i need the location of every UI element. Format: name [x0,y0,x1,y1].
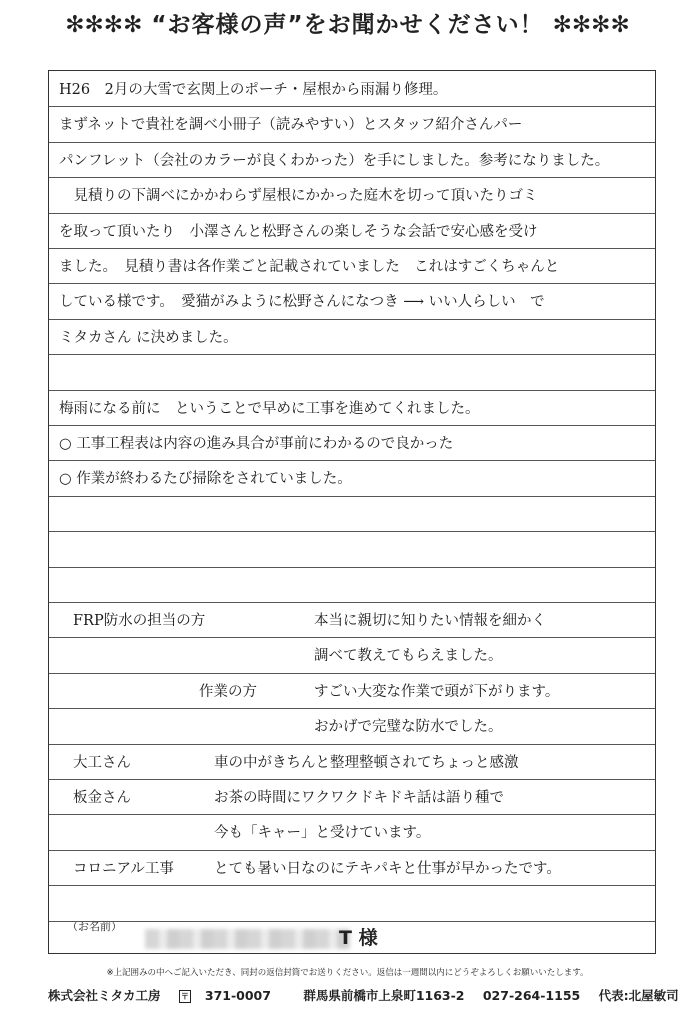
footnote: ※上記囲みの中へご記入いただき、同封の返信封筒でお送りください。返信は一週間以内にどうぞよろしくお願いいたします。 [106,968,589,978]
ruled-line [49,850,655,851]
ruled-line [49,602,655,603]
postal-mark: 〒 [180,992,189,1001]
customer-name: T 様 [339,927,378,949]
pair-label [73,710,273,744]
comment-line: ○ 作業が終わるたび掃除をされていました。 [59,471,352,487]
comment-line: を取って頂いたり 小澤さんと松野さんの楽しそうな会話で安心感を受け [59,224,538,240]
comment-line: まずネットで貴社を調べ小冊子（読みやすい）とスタッフ紹介さんパー [59,117,523,133]
pair-label: 板金さん [73,790,131,806]
pair-text: おかげで完璧な防水でした。 [314,719,503,735]
pair-text: 調べて教えてもらえました。 [314,648,503,664]
pair-text: お茶の時間にワクワクドキドキ話は語り種で [214,790,504,806]
pair-label: コロニアル工事 [73,861,174,877]
ruled-line [49,744,655,745]
name-label: （お名前） [67,920,122,933]
postal-code [179,988,285,1003]
comment-line: 梅雨になる前に ということで早めに工事を進めてくれました。 [59,401,480,417]
ruled-line [49,213,655,214]
pair-label: FRP防水の担当の方 [73,613,206,629]
pair-label: 作業の方 [199,684,257,700]
pair-label: 大工さん [73,755,131,771]
ruled-line [49,319,655,320]
pair-text: 車の中がきちんと整理整頓されてちょっと感激 [214,755,519,771]
company-name: 株式会社ミタカ工房 [48,988,161,1003]
stars-left: ✻✻✻✻ [65,12,143,38]
ruled-line [49,496,655,497]
pair-label [73,639,273,673]
pair-text: すごい大変な作業で頭が下がります。 [314,684,560,700]
stars-right: ✻✻✻✻ [552,12,630,38]
comment-line: パンフレット（会社のカラーが良くわかった）を手にしました。参考になりました。 [59,153,610,169]
comment-box [48,70,656,954]
survey-header [0,6,695,39]
ruled-line [49,921,655,922]
comment-line [59,356,649,390]
company-footer [48,986,679,1004]
name-row [49,919,655,955]
comment-line: 見積りの下調べにかかわらず屋根にかかった庭木を切って頂いたりゴミ [59,188,538,204]
survey-title: “お客様の声”をお聞かせください！ [151,12,544,38]
comment-line: ました。 見積り書は各作業ごと記載されていました これはすごくちゃんと [59,259,560,275]
postal-number: 371-0007 [204,988,271,1003]
company-phone: 027-264-1155 [482,988,581,1003]
comment-line: ○ 工事工程表は内容の進み具合が事前にわかるので良かった [59,436,454,452]
ruled-line [49,390,655,391]
comment-line: している様です。 愛猫がみように松野さんになつき ⟶ いい人らしい で [59,294,545,310]
pair-text: 本当に親切に知りたい情報を細かく [314,613,546,629]
company-representative: 代表:北屋敏司 [598,988,679,1003]
pair-text: とても暑い日なのにテキパキと仕事が早かったです。 [214,861,561,877]
comment-line: H26 2月の大雪で玄関上のポーチ・屋根から雨漏り修理。 [59,82,448,98]
ruled-line [49,673,655,674]
redacted-name [145,929,350,949]
ruled-line [49,531,655,532]
pair-text: 今も「キャー」と受けています。 [214,825,431,841]
company-address: 群馬県前橋市上泉町1163-2 [303,988,465,1003]
ruled-line [49,567,655,568]
ruled-line [49,142,655,143]
comment-line: ミタカさん に決めました。 [59,330,238,346]
